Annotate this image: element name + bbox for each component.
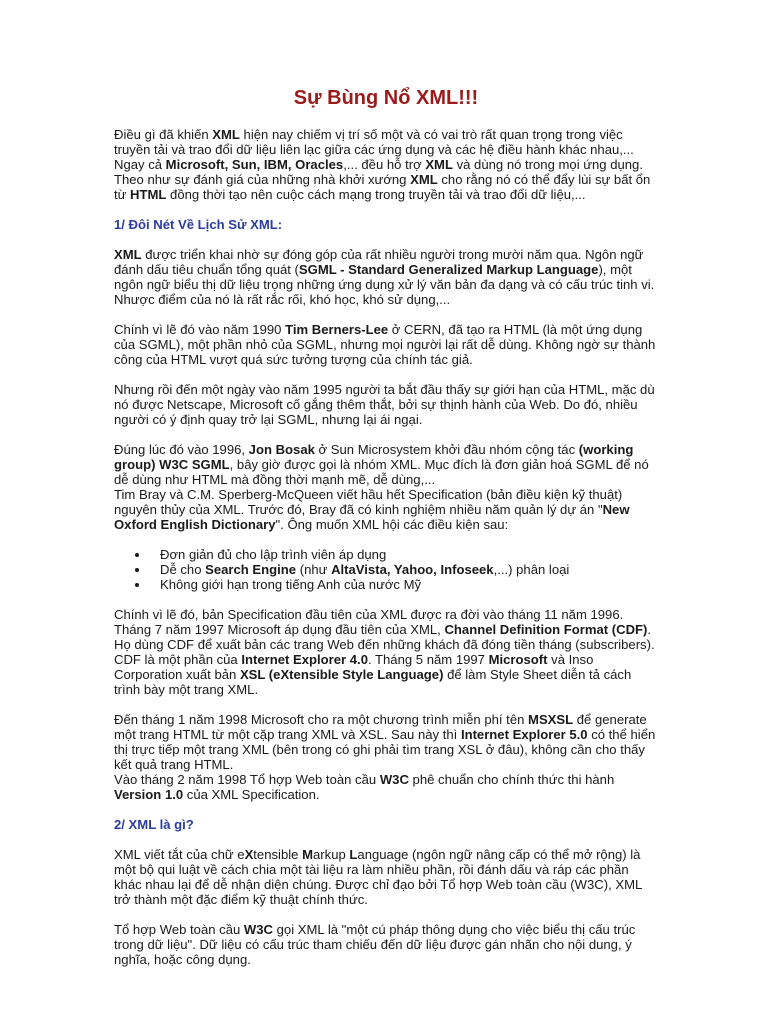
bold-text: Internet Explorer 4.0: [241, 652, 368, 667]
text-run: phê chuẩn cho chính thức thi hành: [408, 772, 615, 787]
text-run: để generate một trang HTML từ một cặp trang XML và XSL. Sau này thì: [114, 712, 647, 742]
document-title: Sự Bùng Nổ XML!!!: [293, 87, 479, 109]
text-run: được triển khai nhờ sự đóng góp của rất nhiều người trong mười năm qua. Ngôn ngữ đánh dấu tiêu chuẩn tổng quát (: [114, 247, 644, 277]
text-run: XML viết tắt của chữ e: [114, 847, 245, 862]
text-run: Điều gì đã khiến: [114, 127, 213, 142]
bold-text: L: [349, 847, 358, 862]
paragraph-sgml: [114, 247, 658, 307]
paragraph-xml-definition: [114, 847, 658, 907]
list-item: [150, 562, 658, 577]
section-heading-history: 1/ Đôi Nét Về Lịch Sử XML:: [114, 217, 283, 232]
bold-text: Internet Explorer 5.0: [460, 727, 588, 742]
text-run: cho rằng nó có thể đẩy lùi sự bất ổn từ: [114, 172, 651, 202]
bold-text: HTML: [130, 187, 167, 202]
text-run: Đến tháng 1 năm 1998 Microsoft cho ra một chương trình miễn phí tên: [114, 712, 529, 727]
bold-text: Microsoft: [488, 652, 548, 667]
text-run: ,...) phân loại: [493, 562, 570, 577]
bold-text: Channel Definition Format (CDF): [444, 622, 648, 637]
list-item: [150, 577, 658, 592]
bold-text: Tim Berners-Lee: [285, 322, 389, 337]
text-run: của XML Specification.: [183, 787, 320, 802]
text-run: đồng thời tạo nên cuộc cách mạng trong truyền tải và trao đổi dữ liệu,...: [166, 187, 586, 202]
paragraph-working-group: [114, 442, 658, 532]
text-run: Tổ hợp Web toàn cầu: [114, 922, 244, 937]
bold-text: New Oxford English Dictionary: [114, 502, 630, 532]
text-run: anguage (ngôn ngữ nâng cấp có thể mở rộng) là một bộ qui luật về cách chia một tài liệu ra làm nhiều phần, rồi đánh dấu và ráp các phần khác nhau lại để dễ nhận diện chúng. Được chỉ đạo bởi Tổ hợp Web toàn cầu (W3C), XML trở thành một đặc điểm kỹ thuật chính thức.: [114, 847, 642, 907]
bold-text: Jon Bosak: [248, 442, 315, 457]
text-run: (như: [296, 562, 332, 577]
text-run: và Inso Corporation xuất bản: [114, 652, 594, 682]
bold-text: W3C: [379, 772, 409, 787]
text-run: ,... đều hỗ trợ: [343, 157, 426, 172]
text-run: Đơn giản đủ cho lập trình viên áp dụng: [160, 547, 387, 562]
list-item: [150, 547, 658, 562]
text-run: hiện nay chiếm vị trí số một và có vai trò rất quan trọng trong việc truyền tải và trao đổi dữ liệu liên lạc giữa các ứng dụng và các hệ điều hành khác nhau,... Ngay cả: [114, 127, 634, 172]
intro-paragraph: [114, 127, 658, 202]
text-run: arkup: [313, 847, 350, 862]
paragraph-w3c-definition: [114, 922, 658, 967]
bold-text: Microsoft, Sun, IBM, Oracles: [165, 157, 344, 172]
text-run: , bây giờ được gọi là nhóm XML. Mục đích là đơn giản hoá SGML để nó dễ dùng như HTML mà đồng thời mạnh mẽ, dễ dùng,...: [114, 457, 649, 487]
bold-text: AltaVista, Yahoo, Infoseek: [331, 562, 494, 577]
paragraph-msxsl: [114, 712, 658, 802]
text-run: Chính vì lẽ đó, bản Specification đầu tiên của XML được ra đời vào tháng 11 năm 1996. Tháng 7 năm 1997 Microsoft áp dụng đầu tiên của XML,: [114, 607, 624, 637]
paragraph-html-origin: [114, 322, 658, 367]
section-heading-what-is-xml: 2/ XML là gì?: [114, 817, 194, 832]
bold-text: Search Engine: [205, 562, 297, 577]
text-run: ". Ông muốn XML hội các điều kiện sau:: [275, 517, 509, 532]
text-run: Nhưng rồi đến một ngày vào năm 1995 người ta bắt đầu thấy sự giới hạn của HTML, mặc dù nó được Netscape, Microsoft cố gắng thêm thắt, bởi sự thịnh hành của Web. Do đó, nhiều người có ý định quay trở lại SGML, nhưng lại ái ngại.: [114, 382, 655, 427]
text-run: và dùng nó trong mọi ứng dụng. Theo như sự đánh giá của những nhà khởi xướng: [114, 157, 643, 187]
bold-text: XML: [410, 172, 438, 187]
paragraph-specification: [114, 607, 658, 697]
text-run: Dễ cho: [160, 562, 206, 577]
bold-text: XML: [114, 247, 142, 262]
text-run: để làm Style Sheet diễn tả cách trình bày một trang XML.: [114, 667, 632, 697]
text-run: ở Sun Microsystem khởi đầu nhóm cộng tác: [314, 442, 579, 457]
text-run: ), một ngôn ngữ biểu thị dữ liệu trọng những ứng dụng xử lý văn bản đa dạng và có cấu trúc tinh vi. Nhược điểm của nó là rất rắc rối, khó học, khó sử dụng,...: [114, 262, 655, 307]
text-run: Đúng lúc đó vào 1996,: [114, 442, 249, 457]
bold-text: XML: [212, 127, 240, 142]
bold-text: MSXSL: [528, 712, 574, 727]
text-run: Vào tháng 2 năm 1998 Tổ hợp Web toàn cầu: [114, 772, 380, 787]
text-run: Chính vì lẽ đó vào năm 1990: [114, 322, 286, 337]
bold-text: Version 1.0: [114, 787, 184, 802]
text-run: Không giới hạn trong tiếng Anh của nước Mỹ: [160, 577, 422, 592]
bold-text: (working group) W3C SGML: [114, 442, 634, 472]
bold-text: M: [302, 847, 313, 862]
requirements-list: [114, 547, 658, 592]
text-run: có thể hiển thị trực tiếp một trang XML (bên trong có ghi phải tìm trang XSL ở đâu), không cần cho thấy kết quả trang HTML.: [114, 727, 656, 772]
paragraph-html-limits: [114, 382, 658, 427]
text-run: tensible: [253, 847, 303, 862]
text-run: ở CERN, đã tạo ra HTML (là một ứng dụng của SGML), một phần nhỏ của SGML, nhưng mọi người lại rất dễ dùng. Không ngờ sự thành công của HTML vượt quá sức tưởng tượng của chính tác giả.: [114, 322, 656, 367]
bold-text: XML: [425, 157, 453, 172]
bold-text: SGML - Standard Generalized Markup Language: [298, 262, 599, 277]
bold-text: X: [244, 847, 254, 862]
text-run: . Họ dùng CDF để xuất bản các trang Web đến những khách đã đóng tiền tháng (subscribers). CDF là một phần của: [114, 622, 655, 667]
text-run: gọi XML là "một cú pháp thông dụng cho việc biểu thị cấu trúc trong dữ liệu". Dữ liệu có cấu trúc tham chiếu đến dữ liệu được gán nhãn cho nội dung, ý nghĩa, hoặc công dụng.: [114, 922, 636, 967]
text-run: . Tháng 5 năm 1997: [367, 652, 489, 667]
bold-text: XSL (eXtensible Style Language): [239, 667, 444, 682]
bold-text: W3C: [243, 922, 274, 937]
text-run: Tim Bray và C.M. Sperberg-McQueen viết hầu hết Specification (bản điều kiện kỹ thuật) nguyên thủy của XML. Trước đó, Bray đã có kinh nghiệm nhiều năm quản lý dự án ": [114, 487, 623, 517]
